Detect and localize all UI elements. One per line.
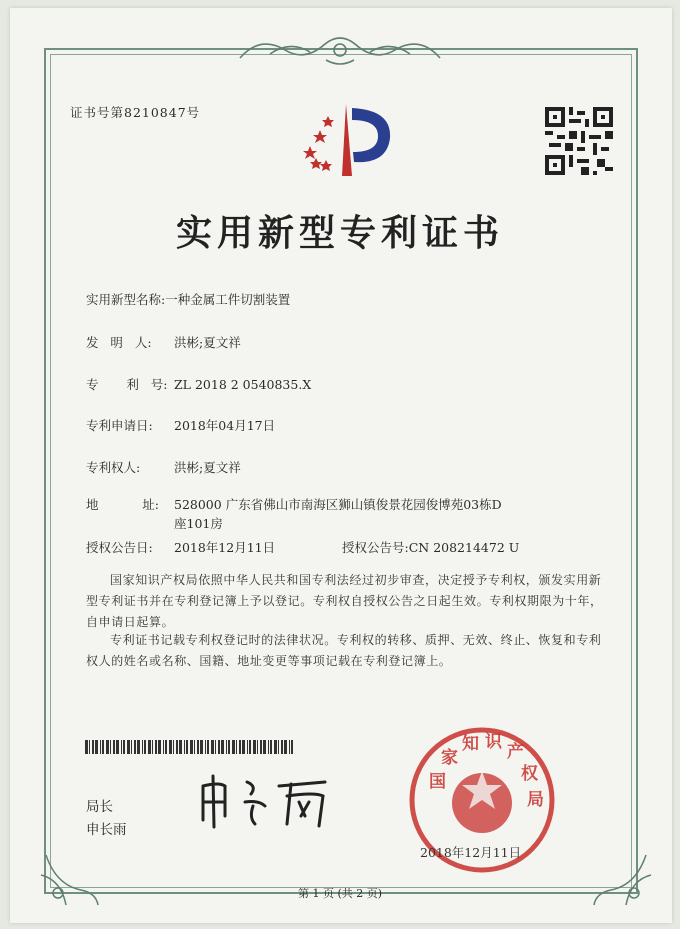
field-label: 实用新型名称:	[86, 292, 166, 307]
certificate-title: 实用新型专利证书	[175, 212, 504, 254]
signature-handwriting	[195, 772, 345, 832]
field-value: 528000 广东省佛山市南海区狮山镇俊景花园俊博苑03栋D	[174, 497, 502, 512]
field-utility-name	[86, 290, 290, 308]
field-patentee	[86, 458, 241, 476]
field-label: 专利申请日:	[86, 418, 153, 433]
corner-ornament-bl	[36, 845, 106, 915]
field-label: 授权公告日:	[86, 540, 153, 555]
field-label: 地 址:	[86, 497, 159, 512]
director-name: 申长雨	[86, 822, 127, 838]
qr-code-icon	[545, 107, 613, 175]
field-inventor	[86, 333, 241, 351]
body-paragraph-2: 专利证书记载专利权登记时的法律状况。专利权的转移、质押、无效、终止、恢复和专利权人的姓名或名称、国籍、地址变更等事项记载在专利登记簿上。	[86, 633, 602, 668]
field-label: 发 明 人:	[86, 335, 152, 350]
field-application-date	[86, 416, 275, 434]
field-value: 一种金属工件切割装置	[165, 292, 291, 307]
body-paragraph-1: 国家知识产权局依照中华人民共和国专利法经过初步审查，决定授予专利权，颁发实用新型专利证书并在专利登记簿上予以登记。专利权自授权公告之日起生效。专利权期限为十年，自申请日起算。	[86, 573, 603, 629]
field-value: 2018年04月17日	[174, 418, 276, 433]
svg-text:国: 国	[429, 772, 446, 792]
field-label: 授权公告号:	[342, 540, 409, 555]
field-label: 专 利 号:	[86, 377, 168, 392]
certificate-number: 证书号第8210847号	[70, 105, 201, 120]
field-value: 2018年12月11日	[174, 540, 276, 555]
svg-text:识: 识	[485, 732, 502, 752]
seal-date: 2018年12月11日	[420, 845, 522, 860]
svg-text:权: 权	[521, 764, 538, 784]
top-ornament	[230, 30, 450, 70]
svg-text:产: 产	[507, 742, 524, 762]
field-address-line2: 座101房	[174, 516, 223, 531]
field-value: 洪彬;夏文祥	[174, 460, 241, 475]
director-title: 局长	[86, 799, 113, 815]
field-patent-number	[86, 375, 311, 393]
svg-text:家: 家	[441, 748, 458, 768]
field-value: CN 208214472 U	[408, 540, 520, 555]
field-grant-number	[342, 538, 519, 556]
svg-text:局: 局	[527, 790, 544, 810]
barcode-icon	[85, 740, 295, 754]
field-value: 洪彬;夏文祥	[174, 335, 241, 350]
corner-ornament-br	[586, 845, 656, 915]
field-grant-date	[86, 538, 275, 556]
field-address	[86, 495, 502, 513]
page-number: 第 1 页 (共 2 页)	[297, 887, 383, 900]
svg-text:知: 知	[462, 734, 479, 754]
field-value: ZL 2018 2 0540835.X	[174, 377, 312, 392]
cnipa-logo-icon	[292, 98, 400, 180]
field-label: 专利权人:	[86, 460, 141, 475]
